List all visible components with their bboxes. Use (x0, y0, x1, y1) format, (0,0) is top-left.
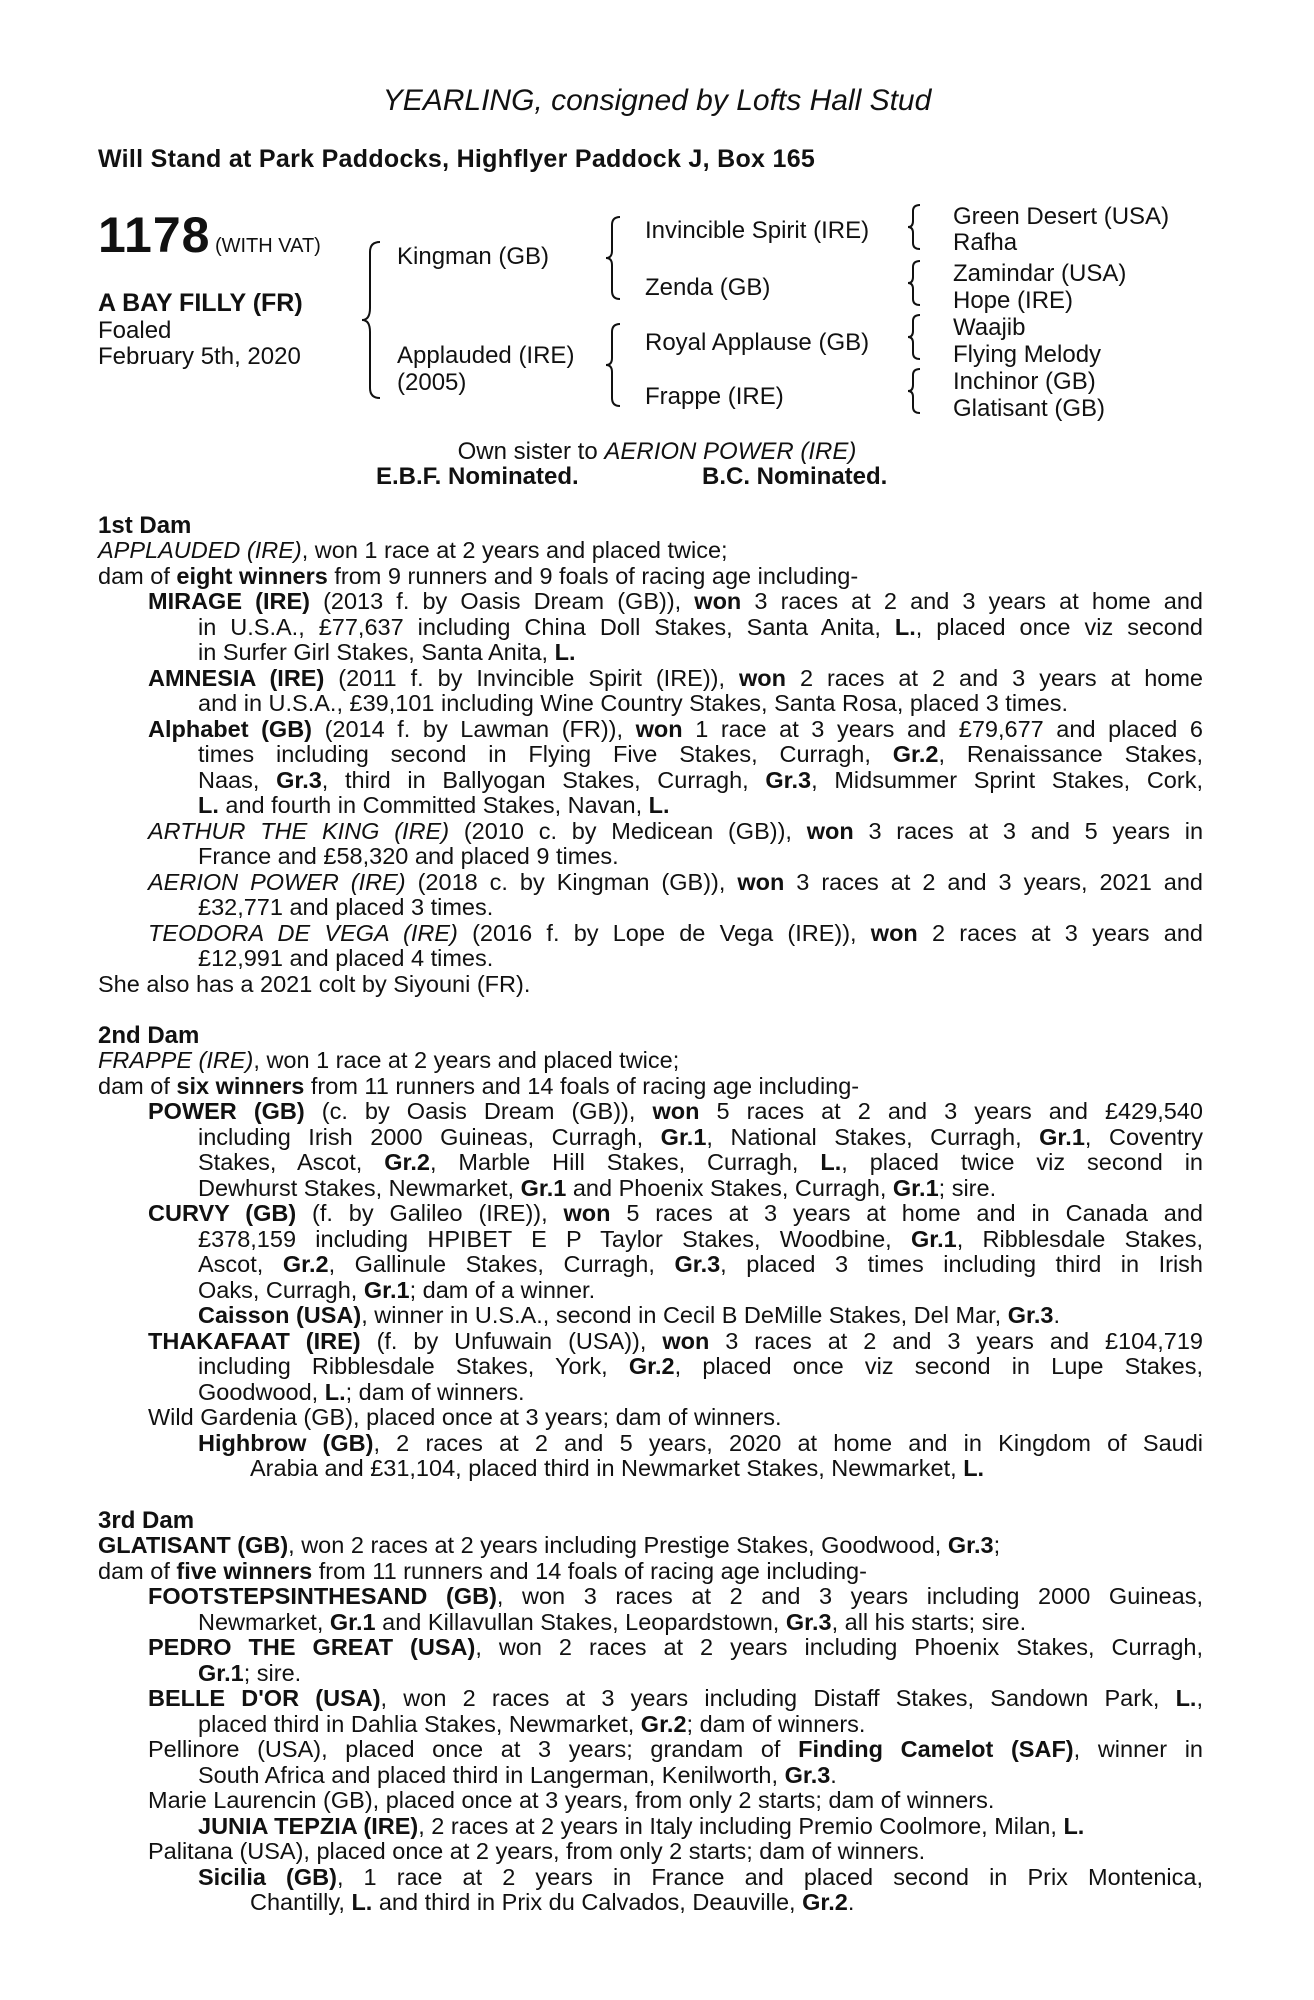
dam2-line-12: including Ribblesdale Stakes, York, Gr.2, placed once viz second in Lupe Stakes, (198, 1353, 1203, 1379)
dam2-line-11: THAKAFAAT (IRE) (f. by Unfuwain (USA)), won 3 races at 2 and 3 years and £104,719 (148, 1327, 1203, 1354)
ebf-nominated: E.B.F. Nominated. (376, 463, 579, 490)
pedigree-brace-sd (906, 259, 924, 307)
dam1-line-13: AERION POWER (IRE) (2018 c. by Kingman (GB)), won 3 races at 2 and 3 years, 2021 and (148, 868, 1203, 895)
dam2-line-14: Wild Gardenia (GB), placed once at 3 years; dam of winners. (148, 1404, 782, 1430)
dam3-line-11: JUNIA TEPZIA (IRE), 2 races at 2 years in Italy including Premio Coolmore, Milan, L. (198, 1812, 1085, 1839)
dam3-line-3: Newmarket, Gr.1 and Killavullan Stakes, Leopardstown, Gr.3, all his starts; sire. (198, 1608, 1027, 1635)
dam3-line-9: South Africa and placed third in Langerman, Kenilworth, Gr.3. (198, 1761, 837, 1788)
own-sister-note (0, 438, 1314, 466)
dam3-heading: 3rd Dam (98, 1507, 195, 1534)
dam1-line-10: L. and fourth in Committed Stakes, Navan, L. (198, 792, 670, 818)
foaled-date: February 5th, 2020 (98, 343, 301, 370)
dam2-line-0: FRAPPE (IRE), won 1 race at 2 years and placed twice; (98, 1047, 680, 1073)
pedigree-sire-sire: Invincible Spirit (IRE) (645, 217, 870, 244)
dam2-line-8: Ascot, Gr.2, Gallinule Stakes, Curragh, Gr.3, placed 3 times including third in Irish (198, 1251, 1203, 1277)
dam2-line-2: POWER (GB) (c. by Oasis Dream (GB)), won 5 races at 2 and 3 years and £429,540 (148, 1098, 1203, 1124)
pedigree-dam: Applauded (IRE) (397, 342, 575, 369)
pedigree-sds: Zamindar (USA) (953, 260, 1127, 287)
dam3-line-7: placed third in Dahlia Stakes, Newmarket, Gr.2; dam of winners. (198, 1710, 866, 1737)
dam1-line-5: AMNESIA (IRE) (2011 f. by Invincible Spirit (IRE)), won 2 races at 2 and 3 years at home (148, 664, 1203, 691)
dam1-heading: 1st Dam (98, 512, 192, 539)
pedigree-dss: Waajib (953, 314, 1026, 341)
stand-location: Will Stand at Park Paddocks, Highflyer Paddock J, Box 165 (98, 145, 816, 173)
foaled-label: Foaled (98, 317, 172, 344)
dam1-line-2: MIRAGE (IRE) (2013 f. by Oasis Dream (GB)), won 3 races at 2 and 3 years at home and (148, 588, 1204, 614)
dam3-line-8: Pellinore (USA), placed once at 3 years; grandam of Finding Camelot (SAF), winner in (148, 1736, 1204, 1762)
pedigree-ddd: Glatisant (GB) (953, 395, 1106, 422)
dam1-line-1: dam of eight winners from 9 runners and 9 foals of racing age including- (98, 562, 859, 589)
dam2-heading: 2nd Dam (98, 1022, 200, 1049)
dam3-line-0: GLATISANT (GB), won 2 races at 2 years including Prestige Stakes, Goodwood, Gr.3; (98, 1532, 1001, 1558)
dam2-line-5: Dewhurst Stakes, Newmarket, Gr.1 and Phoenix Stakes, Curragh, Gr.1; sire. (198, 1174, 997, 1201)
dam3-line-10: Marie Laurencin (GB), placed once at 3 years, from only 2 starts; dam of winners. (148, 1787, 995, 1813)
dam1-line-12: France and £58,320 and placed 9 times. (198, 843, 619, 869)
bc-nominated: B.C. Nominated. (702, 463, 888, 490)
dam1-line-11: ARTHUR THE KING (IRE) (2010 c. by Medicean (GB)), won 3 races at 3 and 5 years in (148, 817, 1204, 844)
dam1-line-16: £12,991 and placed 4 times. (198, 945, 494, 971)
pedigree-dam-year: (2005) (397, 369, 467, 396)
own-sister-name: AERION POWER (IRE) (604, 438, 857, 465)
dam3-line-14: Chantilly, L. and third in Prix du Calvados, Deauville, Gr.2. (250, 1889, 855, 1915)
dam1-line-8: times including second in Flying Five Stakes, Curragh, Gr.2, Renaissance Stakes, (198, 741, 1203, 767)
dam2-line-9: Oaks, Curragh, Gr.1; dam of a winner. (198, 1276, 596, 1303)
pedigree-brace-main (360, 240, 384, 400)
dam3-line-12: Palitana (USA), placed once at 2 years, from only 2 starts; dam of winners. (148, 1838, 926, 1864)
dam1-line-9: Naas, Gr.3, third in Ballyogan Stakes, Curragh, Gr.3, Midsummer Sprint Stakes, Cork, (198, 766, 1203, 793)
dam3-line-13: Sicilia (GB), 1 race at 2 years in France and placed second in Prix Montenica, (198, 1863, 1203, 1890)
dam1-line-4: in Surfer Girl Stakes, Santa Anita, L. (198, 639, 576, 665)
pedigree-brace-dd (906, 367, 924, 415)
dam3-line-1: dam of five winners from 11 runners and 14 foals of racing age including- (98, 1557, 867, 1584)
pedigree-brace-dam (604, 322, 624, 408)
pedigree-dsd: Flying Melody (953, 341, 1102, 368)
vat-label: (WITH VAT) (214, 235, 321, 257)
dam2-line-15: Highbrow (GB), 2 races at 2 and 5 years, 2020 at home and in Kingdom of Saudi (198, 1429, 1203, 1456)
dam1-line-14: £32,771 and placed 3 times. (198, 894, 494, 920)
dam1-line-7: Alphabet (GB) (2014 f. by Lawman (FR)), won 1 race at 3 years and £79,677 and placed 6 (148, 715, 1203, 742)
dam3-line-4: PEDRO THE GREAT (USA), won 2 races at 2 years including Phoenix Stakes, Curragh, (148, 1634, 1203, 1660)
dam3-line-6: BELLE D'OR (USA), won 2 races at 3 years including Distaff Stakes, Sandown Park, L., (148, 1685, 1203, 1711)
dam2-line-13: Goodwood, L.; dam of winners. (198, 1378, 525, 1405)
pedigree-sdd: Hope (IRE) (953, 287, 1074, 314)
pedigree-brace-sire (604, 215, 624, 301)
pedigree-ssd: Rafha (953, 229, 1018, 256)
dam1-line-0: APPLAUDED (IRE), won 1 race at 2 years and placed twice; (98, 537, 728, 563)
lot-number-block (98, 206, 321, 264)
pedigree-dam-dam: Frappe (IRE) (645, 383, 784, 410)
dam2-line-16: Arabia and £31,104, placed third in Newmarket Stakes, Newmarket, L. (250, 1455, 985, 1481)
page-title: YEARLING, consigned by Lofts Hall Stud (382, 84, 932, 117)
pedigree-dam-sire: Royal Applause (GB) (645, 329, 870, 356)
dam3-line-5: Gr.1; sire. (198, 1659, 302, 1686)
dam2-line-10: Caisson (USA), winner in U.S.A., second in Cecil B DeMille Stakes, Del Mar, Gr.3. (198, 1302, 1060, 1328)
dam2-line-1: dam of six winners from 11 runners and 14 foals of racing age including- (98, 1072, 860, 1099)
lot-sex: A BAY FILLY (FR) (98, 289, 303, 317)
pedigree-dds: Inchinor (GB) (953, 368, 1096, 395)
dam3-line-2: FOOTSTEPSINTHESAND (GB), won 3 races at 2 and 3 years including 2000 Guineas, (148, 1583, 1203, 1609)
dam1-line-17: She also has a 2021 colt by Siyouni (FR). (98, 970, 531, 997)
dam1-line-15: TEODORA DE VEGA (IRE) (2016 f. by Lope de Vega (IRE)), won 2 races at 3 years and (148, 919, 1203, 946)
pedigree-brace-ds (906, 313, 924, 361)
dam2-line-6: CURVY (GB) (f. by Galileo (IRE)), won 5 races at 3 years at home and in Canada and (148, 1200, 1203, 1226)
pedigree-sire: Kingman (GB) (397, 243, 550, 270)
dam2-line-7: £378,159 including HPIBET E P Taylor Stakes, Woodbine, Gr.1, Ribblesdale Stakes, (198, 1225, 1203, 1252)
dam2-line-3: including Irish 2000 Guineas, Curragh, Gr.1, National Stakes, Curragh, Gr.1, Coventry (198, 1123, 1204, 1150)
dam2-line-4: Stakes, Ascot, Gr.2, Marble Hill Stakes, Curragh, L., placed twice viz second in (198, 1149, 1204, 1175)
dam1-line-6: and in U.S.A., £39,101 including Wine Country Stakes, Santa Rosa, placed 3 times. (198, 690, 1068, 716)
pedigree-sire-dam: Zenda (GB) (645, 274, 771, 301)
lot-number: 1178 (98, 207, 211, 263)
dam1-line-3: in U.S.A., £77,637 including China Doll Stakes, Santa Anita, L., placed once viz second (198, 613, 1203, 640)
pedigree-sss: Green Desert (USA) (953, 203, 1170, 230)
pedigree-brace-ss (906, 203, 924, 251)
own-sister-prefix: Own sister to (457, 438, 605, 465)
